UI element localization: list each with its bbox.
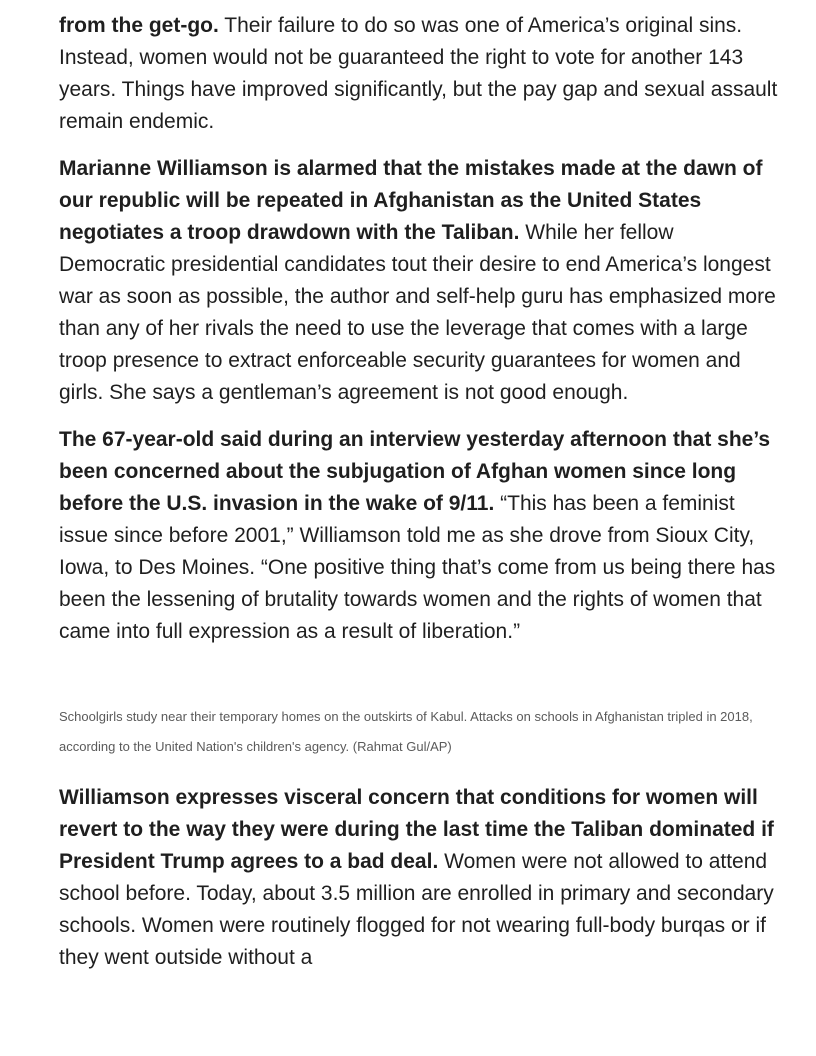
paragraph-lead: Marianne Williamson is alarmed that the mistakes made at the dawn of our republic will be repeated in Afghanistan as the United States negotiates a troop drawdown with the Taliban.	[59, 157, 763, 244]
paragraph-text: Women were not allowed to attend school before. Today, about 3.5 million are enrolled in primary and secondary schools. Women were routinely flogged for not wearing full-body burqas or if they went outside without a	[59, 850, 774, 969]
paragraph-text: Their failure to do so was one of America’s original sins. Instead, women would not be guaranteed the right to vote for another 143 years. Things have improved significantly, but the pay gap and sexual assault remain endemic.	[59, 14, 778, 133]
paragraph-williamson-alarmed	[59, 153, 779, 409]
paragraph-lead: The 67-year-old said during an interview yesterday afternoon that she’s been concerned about the subjugation of Afghan women since long before the U.S. invasion in the wake of 9/11.	[59, 428, 771, 515]
paragraph-text: “This has been a feminist issue since before 2001,” Williamson told me as she drove from Sioux City, Iowa, to Des Moines. “One positive thing that’s come from us being there has been the lessening of brutality towards women and the rights of women that came into full expression as a result of liberation.”	[59, 492, 776, 643]
photo-caption: Schoolgirls study near their temporary homes on the outskirts of Kabul. Attacks on schools in Afghanistan tripled in 2018, according to the United Nation's children's agency. (Rahmat Gul/AP)	[59, 709, 753, 754]
paragraph-text: While her fellow Democratic presidential candidates tout their desire to end America’s longest war as soon as possible, the author and self-help guru has emphasized more than any of her rivals the need to use the leverage that comes with a large troop presence to extract enforceable security guarantees for women and girls. She says a gentleman’s agreement is not good enough.	[59, 221, 776, 404]
paragraph-visceral-concern	[59, 782, 779, 974]
paragraph-suffrage	[59, 10, 779, 138]
paragraph-interview	[59, 424, 779, 648]
paragraph-lead: from the get-go.	[59, 14, 219, 37]
paragraph-lead: Williamson expresses visceral concern that conditions for women will revert to the way they were during the last time the Taliban dominated if President Trump agrees to a bad deal.	[59, 786, 774, 873]
article-body	[59, 10, 779, 974]
